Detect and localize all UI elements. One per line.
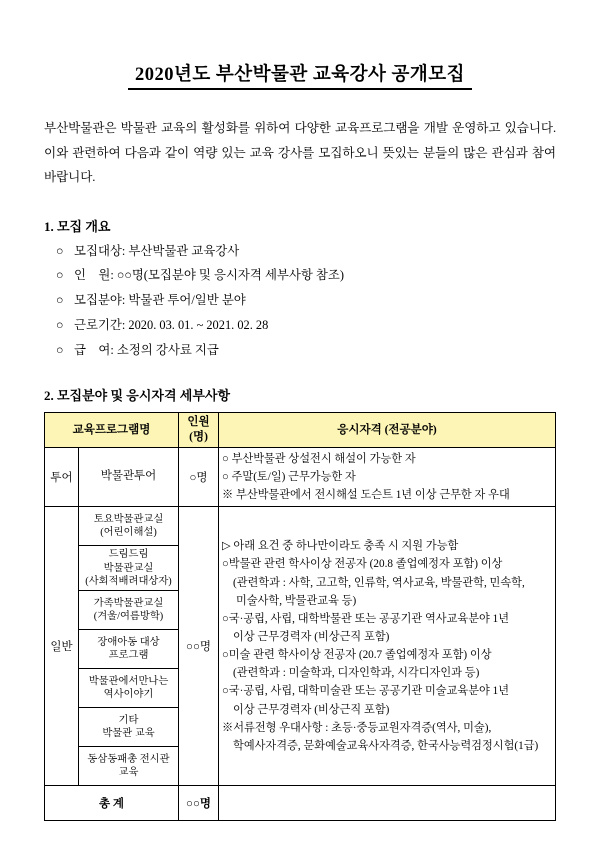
list-item xyxy=(44,313,556,338)
qual-marker: ○ xyxy=(222,452,229,465)
qual-marker: ※ xyxy=(222,488,234,501)
cell-program-general-2: 가족박물관교실 (겨울/여름방학) xyxy=(79,591,179,630)
qual-text: 주말(토/일) 근무가능한 자 xyxy=(231,470,356,483)
table-header xyxy=(45,412,556,447)
cell-count-general: ○○명 xyxy=(179,507,219,786)
page-title: 2020년도 부산박물관 교육강사 공개모집 xyxy=(135,65,465,85)
list-item-label: 근로기간: 2020. 03. 01. ~ 2021. 02. 28 xyxy=(74,318,269,333)
cell-program-general-6: 동삼동패총 전시관 교육 xyxy=(79,747,179,786)
qual-line xyxy=(222,468,552,486)
cell-total-label: 총 계 xyxy=(45,786,179,821)
recruitment-table xyxy=(44,412,556,822)
cell-program-general-0: 토요박물관교실 (어린이해설) xyxy=(79,507,179,546)
cell-qualification-tour xyxy=(219,447,556,506)
cell-program-general-3: 장애아동 대상 프로그램 xyxy=(79,630,179,669)
bullet-marker: ○ xyxy=(56,318,64,333)
list-item-label: 인 원: ○○명(모집분야 및 응시자격 세부사항 참조) xyxy=(74,268,344,283)
title-underline xyxy=(128,88,472,90)
qual-line xyxy=(222,628,552,646)
qual-marker: ○ xyxy=(222,649,229,662)
qual-text: 아래 요건 중 하나만이라도 충족 시 지원 가능함 xyxy=(233,540,459,553)
qual-text: 이상 근무경력자 (비상근직 포함) xyxy=(233,703,390,716)
bullet-marker: ○ xyxy=(56,342,64,357)
section-heading-1: 1. 모집 개요 xyxy=(44,218,111,234)
col-header-qualification: 응시자격 (전공분야) xyxy=(219,412,556,447)
qual-marker: ○ xyxy=(222,685,229,698)
page-title-wrap xyxy=(44,60,556,90)
qual-text: 부산박물관 상설전시 해설이 가능한 자 xyxy=(231,452,416,465)
table-row-total xyxy=(45,786,556,821)
qual-line xyxy=(222,682,552,700)
qual-marker: ▷ xyxy=(222,540,231,553)
table-row xyxy=(45,447,556,506)
table-body xyxy=(45,447,556,821)
bullet-marker: ○ xyxy=(56,293,64,308)
qual-line xyxy=(222,537,552,555)
cell-category-general: 일반 xyxy=(45,507,79,786)
qual-marker: ○ xyxy=(222,558,229,571)
qual-line xyxy=(222,664,552,682)
qual-line xyxy=(222,450,552,468)
qual-marker: ○ xyxy=(222,470,229,483)
cell-program-tour-0: 박물관투어 xyxy=(79,447,179,506)
list-item xyxy=(44,263,556,288)
qual-line xyxy=(222,555,552,573)
table-header-row xyxy=(45,412,556,447)
qual-line xyxy=(222,592,552,610)
col-header-count-line2: (명) xyxy=(189,430,208,443)
cell-total-blank xyxy=(219,786,556,821)
qual-marker: ※ xyxy=(222,721,234,734)
list-item-label: 모집분야: 박물관 투어/일반 분야 xyxy=(74,293,246,308)
table-row xyxy=(45,507,556,546)
section-heading-2: 2. 모집분야 및 응시자격 세부사항 xyxy=(44,387,231,403)
qual-line xyxy=(222,610,552,628)
list-item-label: 모집대상: 부산박물관 교육강사 xyxy=(74,243,240,258)
cell-category-tour: 투어 xyxy=(45,447,79,506)
list-item xyxy=(44,288,556,313)
qual-line xyxy=(222,737,552,755)
qual-text: 박물관 관련 학사이상 전공자 (20.8 졸업예정자 포함) 이상 xyxy=(228,558,503,571)
bullet-marker: ○ xyxy=(56,243,64,258)
col-header-program: 교육프로그램명 xyxy=(45,412,179,447)
qual-line xyxy=(222,719,552,737)
list-item xyxy=(44,338,556,363)
qual-line xyxy=(222,486,552,504)
qual-text: 서류전형 우대사항 : 초등·중등교원자격증(역사, 미술), xyxy=(233,721,492,734)
qual-line xyxy=(222,701,552,719)
intro-paragraph: 부산박물관은 박물관 교육의 활성화를 위하여 다양한 교육프로그램을 개발 운영하고 있습니다. 이와 관련하여 다음과 같이 역량 있는 교육 강사를 모집하오니 뜻있는 분들의 많은 관심과 참여 바랍니다. xyxy=(44,121,556,185)
qual-line xyxy=(222,646,552,664)
qual-text: (관련학과 : 사학, 고고학, 인류학, 역사교육, 박물관학, 민속학, xyxy=(233,576,525,589)
list-item-label: 급 여: 소정의 강사료 지급 xyxy=(74,342,219,357)
cell-count-tour: ○명 xyxy=(179,447,219,506)
qual-text: 미술사학, 박물관교육 등) xyxy=(236,594,357,607)
qual-text: 이상 근무경력자 (비상근직 포함) xyxy=(233,631,390,644)
overview-list xyxy=(44,239,556,363)
qual-text: 학예사자격증, 문화예술교육사자격증, 한국사능력검정시험(1급) xyxy=(233,739,539,752)
cell-program-general-1: 드림드림 박물관교실 (사회적배려대상자) xyxy=(79,546,179,591)
qual-text: 국·공립, 사립, 대학미술관 또는 공공기관 미술교육분야 1년 xyxy=(228,685,510,698)
cell-qualification-general xyxy=(219,507,556,786)
cell-program-general-4: 박물관에서만나는 역사이야기 xyxy=(79,669,179,708)
col-header-count-line1: 인원 xyxy=(187,416,210,429)
cell-total-count: ○○명 xyxy=(179,786,219,821)
qual-marker: ○ xyxy=(222,612,229,625)
bullet-marker: ○ xyxy=(56,268,64,283)
qual-text: 미술 관련 학사이상 전공자 (20.7 졸업예정자 포함) 이상 xyxy=(228,649,492,662)
cell-program-general-5: 기타 박물관 교육 xyxy=(79,708,179,747)
list-item xyxy=(44,239,556,264)
qual-text: 국·공립, 사립, 대학박물관 또는 공공기관 역사교육분야 1년 xyxy=(228,612,510,625)
qual-text: 부산박물관에서 전시해설 도슨트 1년 이상 근무한 자 우대 xyxy=(236,488,510,501)
qual-text: (관련학과 : 미술학과, 디자인학과, 시각디자인과 등) xyxy=(233,667,480,680)
qual-line xyxy=(222,574,552,592)
col-header-count xyxy=(179,412,219,447)
